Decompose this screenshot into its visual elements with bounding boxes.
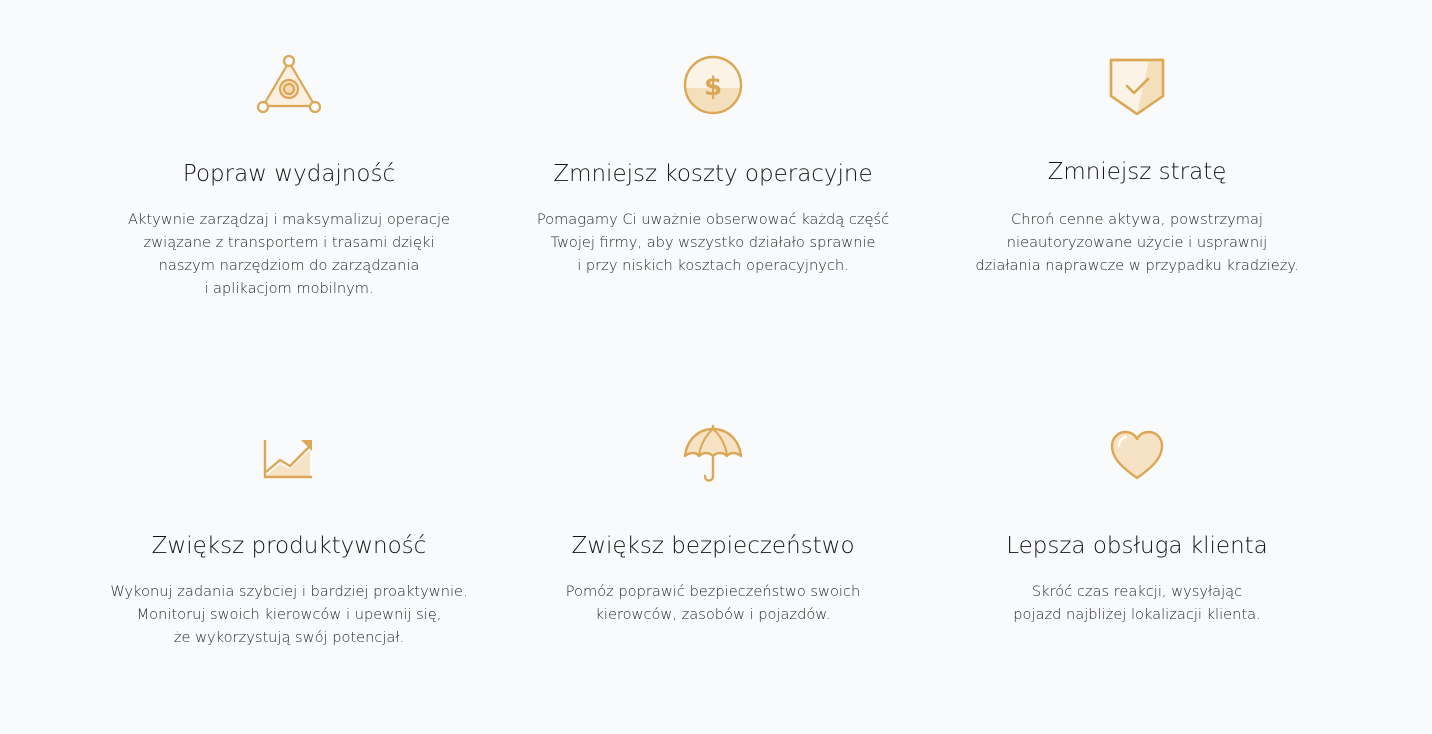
growth-chart-icon <box>254 424 324 488</box>
feature-description: Wykonuj zadania szybciej i bardziej proaktywnie. Monitoruj swoich kierowców i upewnij się, że wykorzystują swój potencjał. <box>110 583 468 646</box>
feature-description: Skróć czas reakcji, wysyłając pojazd najbliżej lokalizacji klienta. <box>1013 583 1261 623</box>
feature-description: Pomóż poprawić bezpieczeństwo swoich kierowców, zasobów i pojazdów. <box>565 583 861 623</box>
feature-title: Zwiększ bezpieczeństwo <box>571 533 855 559</box>
feature-card-costs <box>503 52 923 277</box>
feature-description: Pomagamy Ci uważnie obserwować każdą część Twojej firmy, aby wszystko działało sprawnie i przy niskich kosztach operacyjnych. <box>536 211 890 274</box>
svg-text:$: $ <box>703 72 723 102</box>
feature-description: Chroń cenne aktywa, powstrzymaj nieautoryzowane użycie i usprawnij działania naprawcze w przypadku kradzieży. <box>975 211 1299 274</box>
feature-title: Zmniejsz koszty operacyjne <box>553 161 873 187</box>
feature-card-efficiency <box>79 52 499 300</box>
feature-title: Popraw wydajność <box>182 161 396 187</box>
feature-title: Lepsza obsługa klienta <box>1006 533 1268 559</box>
network-triangle-icon <box>254 52 324 116</box>
feature-description: Aktywnie zarządzaj i maksymalizuj operacje związane z transportem i trasami dzięki naszym narzędziom do zarządzania i aplikacjom mobilnym. <box>127 211 450 297</box>
feature-title: Zwiększ produktywność <box>151 533 427 559</box>
shield-check-icon <box>1102 52 1172 116</box>
feature-card-customer-service <box>927 424 1347 626</box>
feature-title: Zmniejsz stratę <box>1047 159 1227 185</box>
heart-icon <box>1102 424 1172 488</box>
feature-card-productivity <box>79 424 499 649</box>
dollar-coin-icon <box>678 52 748 116</box>
umbrella-icon <box>678 424 748 488</box>
feature-card-loss <box>927 52 1347 277</box>
feature-card-safety <box>503 424 923 626</box>
